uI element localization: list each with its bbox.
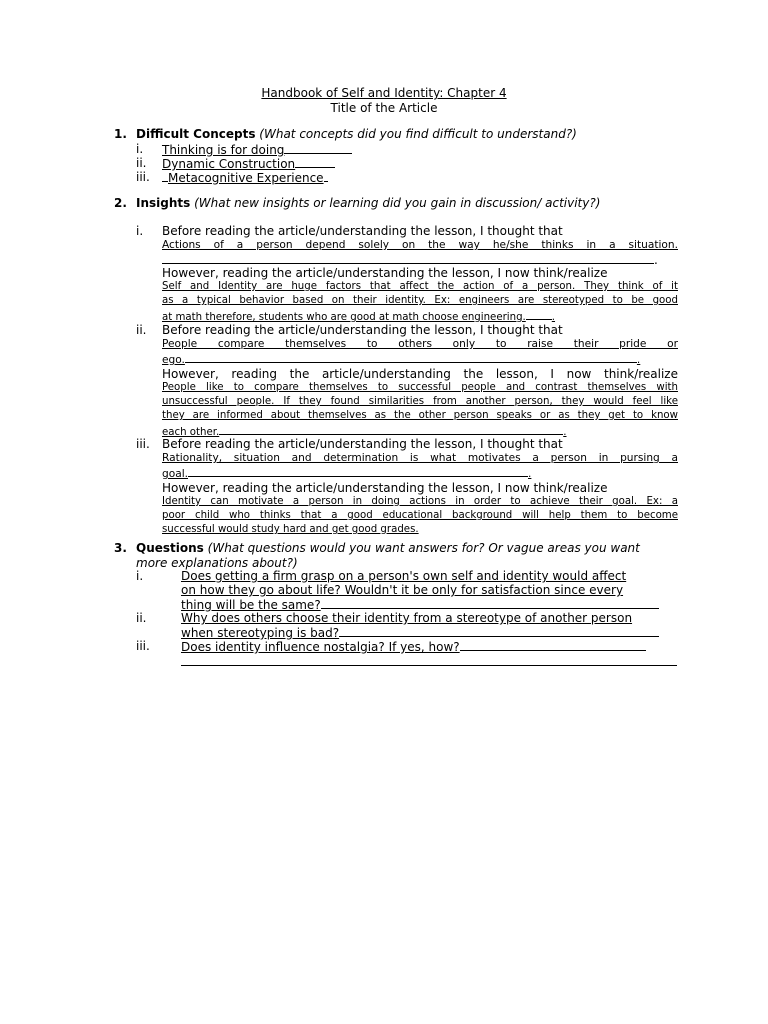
fill-line [321,597,659,609]
after-answer: People like to compare themselves to successful people and contrast themselves with [162,382,678,393]
before-answer: Actions of a person depend solely on the way he/she thinks in a situation. [162,239,678,251]
list-item [162,156,335,171]
after-answer: as a typical behavior based on their identity. Ex: engineers are stereotyped to be good [162,295,678,306]
section-number: 3. [114,541,127,555]
after-answer: poor child who thinks that a good educational background will help them to become [162,510,678,521]
fill-line [219,423,563,435]
concept-text: Thinking is for doing [162,143,285,157]
section-label: Insights [136,196,191,210]
question-text: Why does others choose their identity from a stereotype of another person [181,611,633,625]
fill-line [460,639,646,651]
after-prompt: However, reading the article/understanding the lesson, I now think/realize [162,481,608,495]
fill-line [295,156,335,168]
after-answer: they are informed about themselves as the other person speaks or as they get to know [162,410,678,421]
question-text: when stereotyping is bad? [181,625,677,640]
list-marker: ii. [136,156,147,170]
section-number: 2. [114,196,127,210]
fill-line [188,465,528,477]
before-answer: Rationality, situation and determination is what motivates a person in pursing a [162,452,678,464]
question-text: Does getting a firm grasp on a person's own self and identity would affect [181,569,627,583]
list-marker: iii. [136,170,150,184]
list-marker: i. [136,224,144,238]
chapter-title: Handbook of Self and Identity: Chapter 4 [261,86,507,100]
insight-item [162,224,678,325]
list-item [162,142,352,157]
before-answer: People compare themselves to others only to raise their pride or [162,338,678,350]
question-item [181,611,677,640]
section-description: (What new insights or learning did you gain in discussion/ activity?) [194,196,601,210]
fill-line [162,252,654,264]
list-marker: i. [136,569,144,583]
section-number: 1. [114,127,127,141]
list-marker: iii. [136,639,150,653]
fill-line [181,654,677,666]
before-prompt: Before reading the article/understanding the lesson, I thought that [162,437,563,451]
after-answer: Self and Identity are huge factors that affect the action of a person. They think of it [162,281,678,292]
section-description: (What concepts did you find difficult to understand?) [259,127,577,141]
before-prompt: Before reading the article/understanding the lesson, I thought that [162,224,563,238]
question-item [181,569,677,612]
question-text: on how they go about life? Wouldn't it be only for satisfaction since every [181,583,624,597]
list-marker: ii. [136,611,147,625]
fill-line [185,351,637,363]
list-marker: iii. [136,437,150,451]
article-title: Title of the Article [330,101,438,115]
section-label: Questions [136,541,204,555]
after-answer: at math therefore, students who are good at math choose engineering. . [162,308,678,325]
blank-line [181,654,677,669]
insight-item [162,323,678,440]
list-marker: ii. [136,323,147,337]
question-text: thing will be the same? [181,597,677,612]
before-prompt: Before reading the article/understanding the lesson, I thought that [162,323,563,337]
after-prompt: However, reading the article/understanding the lesson, I now think/realize [162,266,608,280]
before-answer: ego. . [162,351,678,367]
list-marker: i. [136,142,144,156]
question-text: Does identity influence nostalgia? If yes, how? [181,639,677,654]
section-description: (What questions would you want answers for? Or vague areas you want more explanations about?) [136,541,640,570]
insight-item [162,437,678,537]
fill-line [339,625,659,637]
section-label: Difficult Concepts [136,127,256,141]
question-item [181,639,677,669]
before-answer: goal. . [162,465,678,481]
concept-text: Dynamic Construction [162,157,296,171]
blank-line: . [162,252,678,266]
fill-line [526,308,552,320]
after-answer: Identity can motivate a person in doing actions in order to achieve their goal. Ex: a [162,496,678,507]
list-item [162,170,328,185]
after-prompt: However, reading the article/understanding the lesson, I now think/realize [162,367,678,381]
after-answer: each other. . [162,423,678,440]
after-answer: successful would study hard and get good grades. [162,524,419,535]
document-title [0,86,768,116]
concept-text: Metacognitive Experience [168,171,324,185]
fill-line [324,170,328,182]
after-answer: unsuccessful people. If they found similarities from another person, they would feel like [162,396,678,407]
fill-line [284,142,352,154]
